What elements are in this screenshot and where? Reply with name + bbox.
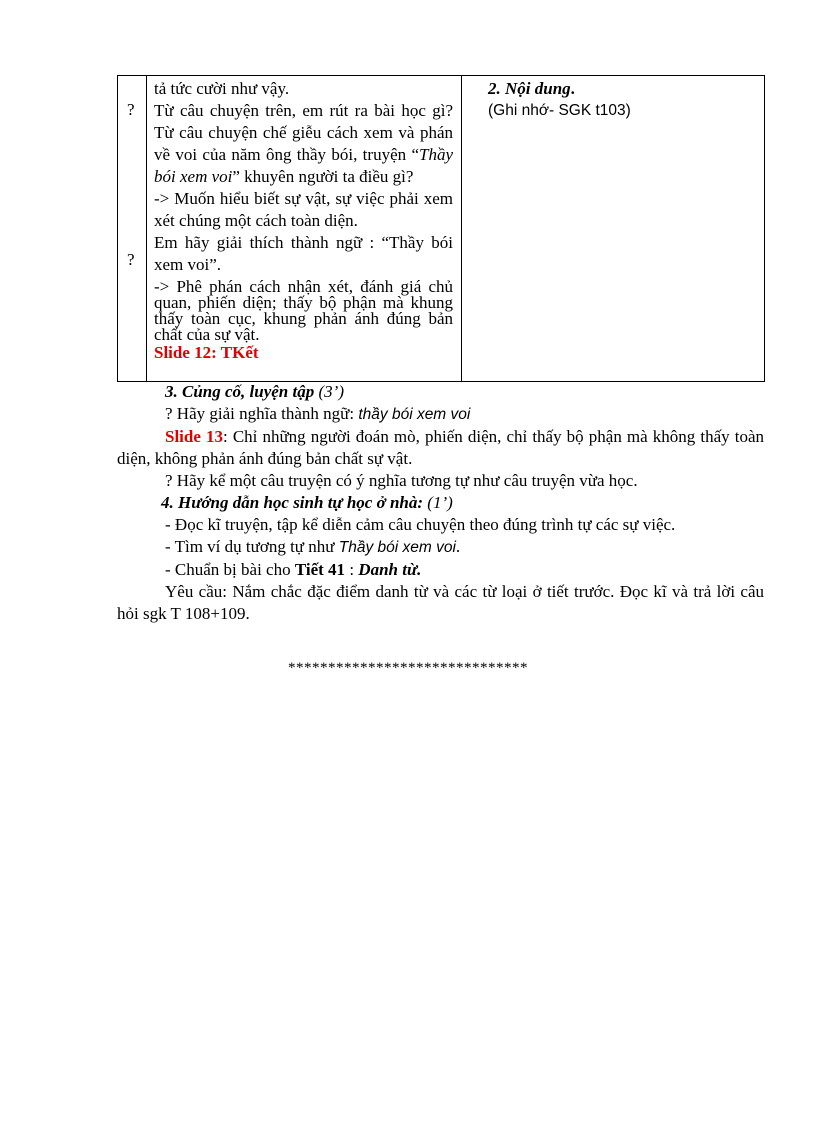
section-3-heading: 3. Củng cố, luyện tập (3’)	[165, 382, 344, 401]
lesson-body	[117, 381, 764, 625]
answer-1: -> Muốn hiểu biết sự vật, sự việc phải xem xét chúng một cách toàn diện.	[154, 189, 453, 230]
section-3-question: ? Hãy giải nghĩa thành ngữ: thầy bói xem voi	[165, 404, 471, 423]
answer-2: -> Phê phán cách nhận xét, đánh giá chủ quan, phiến diện; thấy bộ phận mà khung thấy toàn cục, khung phản ánh đúng bản chất của sự vật.	[154, 277, 453, 344]
question-mark-1: ?	[127, 100, 135, 119]
lesson-table	[117, 75, 765, 382]
separator-line: ******************************	[288, 660, 528, 676]
question-mark-column	[118, 76, 147, 382]
section-4-heading: 4. Hướng dẫn học sinh tự học ở nhà: (1’)	[161, 493, 453, 512]
question-1: Từ câu chuyện trên, em rút ra bài học gì? Từ câu chuyện chế giễu cách xem và phán về voi của năm ông thầy bói, truyện “Thầy bói xem voi” khuyên người ta điều gì?	[154, 101, 453, 186]
content-note: (Ghi nhớ- SGK t103)	[488, 102, 631, 119]
question-mark-2: ?	[127, 250, 135, 269]
section-3-question-2: ? Hãy kể một câu truyện có ý nghĩa tương tự như câu truyện vừa học.	[165, 471, 638, 490]
section-4-item-2: - Tìm ví dụ tương tự như Thầy bói xem voi.	[165, 537, 461, 556]
question-column	[147, 76, 462, 382]
question-2: Em hãy giải thích thành ngữ : “Thầy bói xem voi”.	[154, 233, 453, 274]
table-row	[118, 76, 765, 382]
section-4-requirement: Yêu cầu: Nắm chắc đặc điểm danh từ và các từ loại ở tiết trước. Đọc kĩ và trả lời câu hỏi sgk T 108+109.	[117, 582, 764, 623]
story-title: Thầy bói xem voi	[154, 145, 453, 186]
section-4-item-3: - Chuẩn bị bài cho Tiết 41 : Danh từ.	[165, 560, 422, 579]
slide-13-paragraph: Slide 13: Chỉ những người đoán mò, phiến diện, chỉ thấy bộ phận mà không thấy toàn diện, không phản ánh đúng bản chất sự vật.	[117, 427, 764, 468]
section-4-item-1: - Đọc kĩ truyện, tập kể diễn cảm câu chuyện theo đúng trình tự các sự việc.	[165, 515, 676, 534]
answer-column	[462, 76, 765, 382]
text-line: tả tức cười như vậy.	[154, 79, 290, 98]
slide-label: Slide 12: TKết	[154, 343, 259, 362]
slide-13-label: Slide 13	[165, 427, 223, 446]
content-heading: 2. Nội dung.	[488, 79, 575, 98]
